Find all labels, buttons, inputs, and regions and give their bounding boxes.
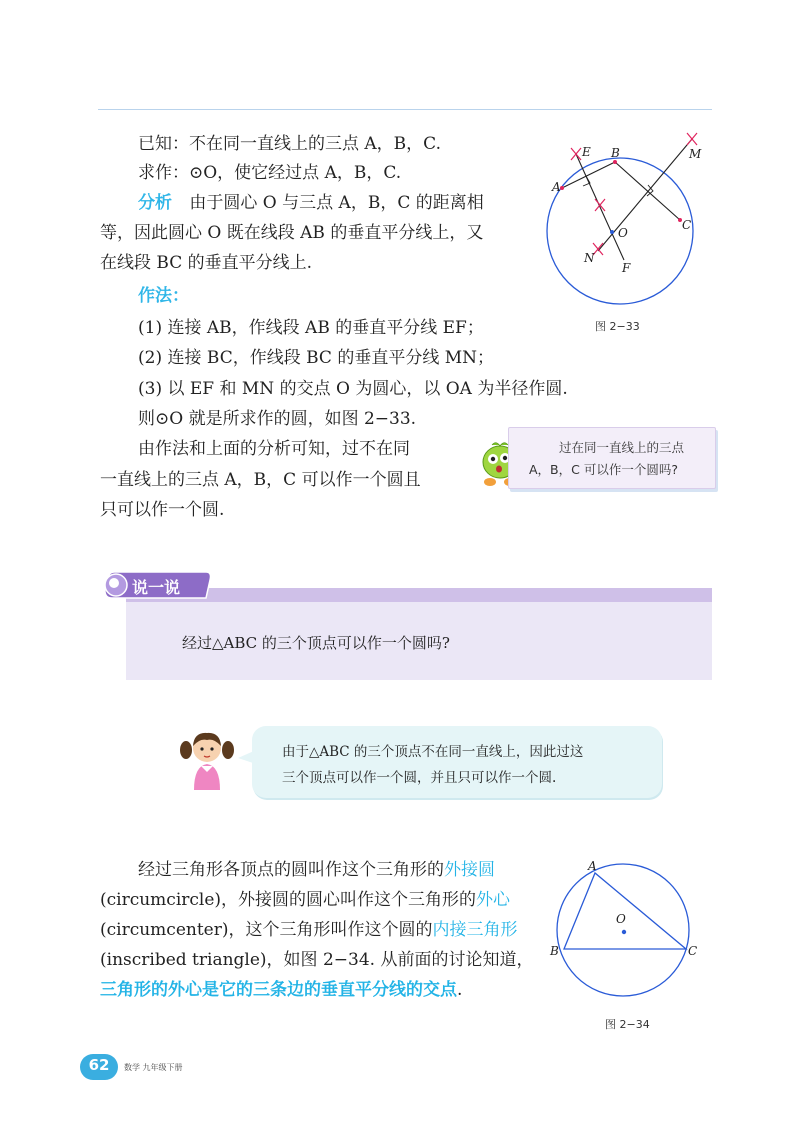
- speech-line-1: 由于△ABC 的三个顶点不在同一直线上，因此过这: [282, 744, 584, 760]
- def-line-3: [100, 920, 518, 940]
- say-question: 经过△ABC 的三个顶点可以作一个圆吗?: [182, 634, 450, 652]
- girl-speech-bubble: [252, 726, 662, 798]
- circumcircle: [557, 864, 689, 996]
- center-point: [622, 930, 626, 934]
- def-line-4: (inscribed triangle)，如图 2−34. 从前面的讨论知道，: [100, 950, 534, 970]
- key-statement: 三角形的外心是它的三条边的垂直平分线的交点: [100, 980, 457, 1000]
- page-number: 62: [88, 1056, 110, 1074]
- step-1: (1) 连接 AB，作线段 AB 的垂直平分线 EF；: [138, 318, 484, 338]
- label-b: B: [611, 146, 620, 160]
- analysis-label: 分析: [138, 193, 172, 213]
- def-line-3-text: (circumcenter)，这个三角形叫作这个圆的: [100, 920, 433, 940]
- key-statement-end: .: [457, 980, 463, 1000]
- label-a: A: [588, 859, 597, 873]
- say-title: 说一说: [132, 578, 181, 597]
- figure-2-34-caption: 图 2−34: [605, 1018, 650, 1031]
- label-a: A: [552, 180, 561, 194]
- summary-line-1: 由作法和上面的分析可知，过不在同: [138, 439, 410, 459]
- label-o: O: [616, 912, 626, 926]
- speech-icon: [109, 578, 119, 588]
- def-line-1-text: 经过三角形各顶点的圆叫作这个三角形的: [138, 860, 444, 880]
- inscribed-triangle: [564, 873, 686, 949]
- def-line-5: [100, 980, 462, 1000]
- summary-line-3: 只可以作一个圆.: [100, 500, 225, 520]
- figure-2-33-caption: 图 2−33: [595, 320, 640, 333]
- say-header-bar: [126, 588, 712, 602]
- girl-character-icon: [178, 728, 236, 792]
- method-label: 作法：: [138, 286, 189, 306]
- term-circumcenter: 外心: [476, 890, 511, 910]
- label-n: N: [584, 251, 595, 265]
- bubble-line-1: 过在同一直线上的三点: [559, 440, 685, 455]
- point-b: [613, 160, 617, 164]
- term-inscribed-triangle: 内接三角形: [432, 920, 518, 940]
- step-2: (2) 连接 BC，作线段 BC 的垂直平分线 MN；: [138, 348, 495, 368]
- label-f: F: [622, 261, 631, 275]
- summary-line-2: 一直线上的三点 A，B，C 可以作一个圆且: [100, 470, 421, 490]
- speech-line-2: 三个顶点可以作一个圆，并且只可以作一个圆.: [282, 770, 557, 786]
- bubble-line-2: A，B，C 可以作一个圆吗?: [529, 462, 678, 477]
- label-c: C: [682, 218, 692, 232]
- given-line: 已知：不在同一直线上的三点 A，B，C.: [138, 134, 441, 154]
- find-line: 求作：⊙O，使它经过点 A，B，C.: [138, 163, 402, 183]
- step-3: (3) 以 EF 和 MN 的交点 O 为圆心，以 OA 为半径作圆.: [138, 379, 568, 399]
- header-rule: [98, 109, 712, 110]
- def-line-2: [100, 890, 510, 910]
- conclusion-line: 则⊙O 就是所求作的圆，如图 2−33.: [138, 409, 417, 429]
- label-b: B: [550, 944, 559, 958]
- analysis-line-3: 在线段 BC 的垂直平分线上.: [100, 253, 313, 273]
- analysis-text: 由于圆心 O 与三点 A，B，C 的距离相: [189, 193, 484, 213]
- def-line-2-text: (circumcircle)，外接圆的圆心叫作这个三角形的: [100, 890, 477, 910]
- thought-bubble: [508, 427, 716, 489]
- figure-2-33: [540, 125, 730, 335]
- figure-2-34: [545, 855, 705, 1005]
- def-line-1: [138, 860, 495, 880]
- label-m: M: [689, 147, 702, 161]
- book-title: 数学 九年级下册: [124, 1063, 183, 1072]
- label-o: O: [618, 226, 628, 240]
- analysis-line: [138, 193, 484, 213]
- point-o: [610, 230, 614, 234]
- analysis-line-2: 等，因此圆心 O 既在线段 AB 的垂直平分线上，又: [100, 223, 484, 243]
- label-e: E: [582, 145, 591, 159]
- segment-bc: [615, 162, 680, 220]
- term-circumcircle: 外接圆: [444, 860, 495, 880]
- label-c: C: [688, 944, 698, 958]
